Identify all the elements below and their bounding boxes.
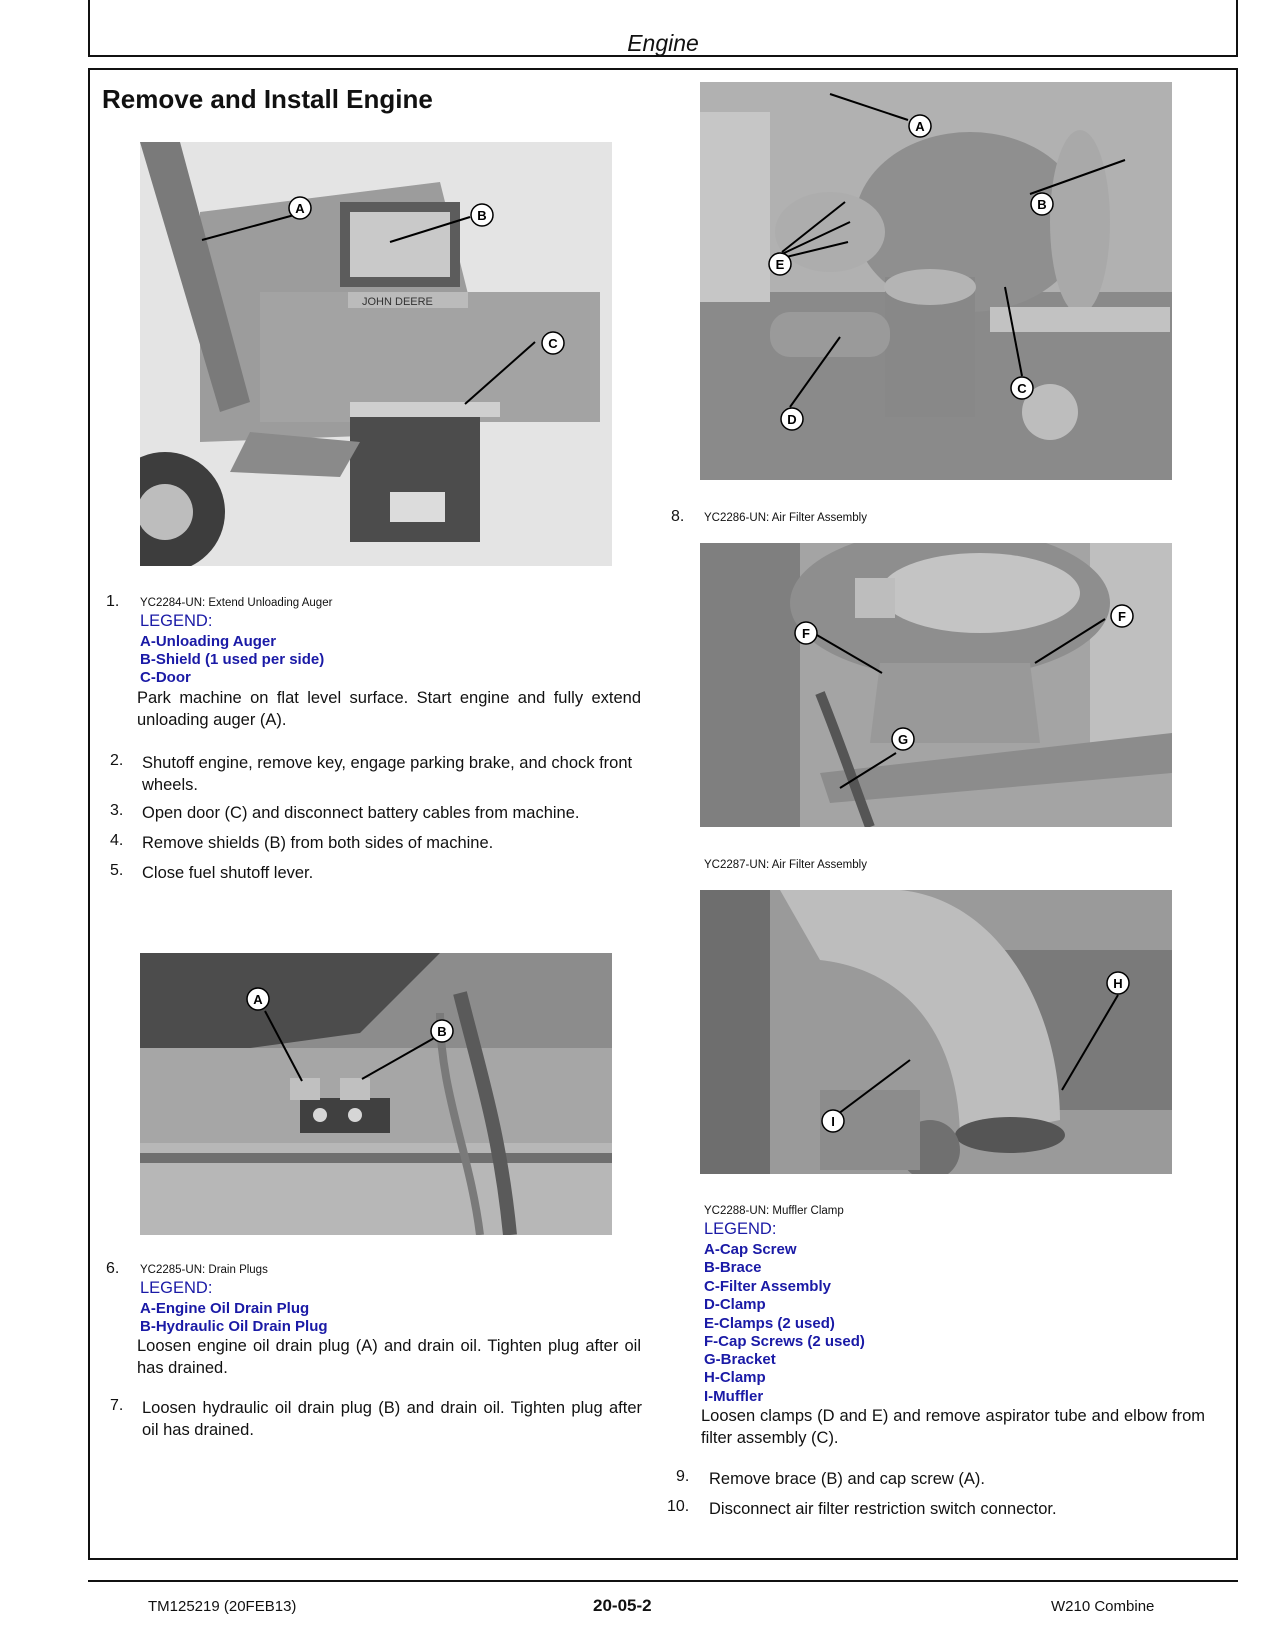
- step-number: 7.: [110, 1397, 124, 1414]
- svg-text:I: I: [831, 1114, 835, 1129]
- step-number: 10.: [667, 1498, 690, 1515]
- step-text: Shutoff engine, remove key, engage parking brake, and chock front wheels.: [142, 754, 633, 794]
- legend-item: B-Brace: [704, 1259, 762, 1276]
- callout-i: [822, 1110, 844, 1132]
- svg-text:A: A: [295, 201, 305, 216]
- section-title: Remove and Install Engine: [102, 84, 433, 114]
- callout-e: [769, 253, 791, 275]
- figure-caption: YC2284-UN: Extend Unloading Auger: [140, 597, 333, 609]
- callout-b: [431, 1020, 453, 1042]
- svg-text:H: H: [1113, 976, 1123, 991]
- svg-text:A: A: [915, 119, 925, 134]
- step-text: Park machine on flat level surface. Start engine and fully extend unloading auger (A).: [137, 689, 641, 729]
- photo-drain-plugs: [140, 953, 612, 1235]
- step-text: Disconnect air filter restriction switch connector.: [709, 1500, 1057, 1518]
- photo-illustration: [140, 142, 612, 566]
- legend-item: A-Engine Oil Drain Plug: [140, 1300, 310, 1317]
- photo-illustration: [700, 543, 1172, 827]
- step-number: 3.: [110, 802, 124, 819]
- legend-item: H-Clamp: [704, 1369, 766, 1386]
- callout-a: [247, 988, 269, 1010]
- callout-a: [909, 115, 931, 137]
- step-number: 6.: [106, 1260, 120, 1277]
- svg-text:F: F: [1118, 609, 1126, 624]
- callout-f: [1111, 605, 1133, 627]
- step-text: Close fuel shutoff lever.: [142, 864, 314, 882]
- svg-text:G: G: [897, 732, 909, 747]
- step-text: Loosen engine oil drain plug (A) and drain oil. Tighten plug after oil has drained.: [137, 1337, 641, 1377]
- photo-air-filter-assembly-2: [700, 543, 1172, 827]
- step-text: Remove shields (B) from both sides of machine.: [142, 834, 494, 852]
- legend-item: C-Filter Assembly: [704, 1278, 831, 1295]
- legend-title: LEGEND:: [140, 1279, 213, 1297]
- callout-b: [471, 204, 493, 226]
- photo-unloading-auger: [140, 142, 612, 566]
- callout-g: [892, 728, 914, 750]
- svg-text:F: F: [802, 626, 810, 641]
- step-number: 1.: [106, 593, 120, 610]
- callout-c: [542, 332, 564, 354]
- svg-text:C: C: [548, 336, 558, 351]
- step-number: 8.: [671, 508, 685, 525]
- legend-title: LEGEND:: [140, 612, 213, 630]
- page-header-title: Engine: [627, 30, 699, 56]
- legend-title: LEGEND:: [704, 1220, 777, 1238]
- photo-illustration: [700, 890, 1172, 1174]
- svg-text:B: B: [477, 208, 487, 223]
- callout-c: [1011, 377, 1033, 399]
- photo-illustration: [700, 82, 1172, 480]
- legend-item: E-Clamps (2 used): [704, 1315, 835, 1332]
- figure-caption: YC2288-UN: Muffler Clamp: [704, 1205, 844, 1217]
- svg-text:A: A: [253, 992, 263, 1007]
- legend-item: B-Hydraulic Oil Drain Plug: [140, 1318, 328, 1335]
- callout-f: [795, 622, 817, 644]
- step-text: Loosen clamps (D and E) and remove aspirator tube and elbow from filter assembly (C).: [701, 1407, 1205, 1447]
- brand-label: JOHN DEERE: [362, 296, 433, 308]
- footer-page-number: 20-05-2: [593, 1596, 652, 1615]
- legend-item: B-Shield (1 used per side): [140, 651, 325, 668]
- photo-air-filter-assembly: [700, 82, 1172, 480]
- footer-doc-id: TM125219 (20FEB13): [148, 1598, 297, 1615]
- step-text: Loosen hydraulic oil drain plug (B) and drain oil. Tighten plug after oil has drained.: [142, 1399, 642, 1439]
- svg-text:B: B: [1037, 197, 1047, 212]
- callout-a: [289, 197, 311, 219]
- callout-b: [1031, 193, 1053, 215]
- step-number: 2.: [110, 752, 124, 769]
- legend-item: C-Door: [140, 669, 191, 686]
- figure-caption: YC2287-UN: Air Filter Assembly: [704, 859, 867, 871]
- footer-model: W210 Combine: [1051, 1598, 1155, 1615]
- photo-muffler-clamp: [700, 890, 1172, 1174]
- legend-item: A-Unloading Auger: [140, 633, 277, 650]
- step-number: 4.: [110, 832, 124, 849]
- callout-h: [1107, 972, 1129, 994]
- figure-caption: YC2285-UN: Drain Plugs: [140, 1264, 268, 1276]
- step-number: 9.: [676, 1468, 690, 1485]
- step-text: Remove brace (B) and cap screw (A).: [709, 1470, 986, 1488]
- legend-item: G-Bracket: [704, 1351, 776, 1368]
- svg-text:D: D: [787, 412, 797, 427]
- legend-item: F-Cap Screws (2 used): [704, 1333, 865, 1350]
- figure-caption: YC2286-UN: Air Filter Assembly: [704, 512, 867, 524]
- photo-illustration: [140, 953, 612, 1235]
- footer-rule: [88, 1580, 1238, 1582]
- legend-item: I-Muffler: [704, 1388, 764, 1405]
- legend-item: D-Clamp: [704, 1296, 766, 1313]
- svg-text:E: E: [775, 257, 785, 272]
- step-text: Open door (C) and disconnect battery cables from machine.: [142, 804, 580, 822]
- legend-item: A-Cap Screw: [704, 1241, 797, 1258]
- step-number: 5.: [110, 862, 124, 879]
- svg-text:B: B: [437, 1024, 447, 1039]
- callout-d: [781, 408, 803, 430]
- svg-text:C: C: [1017, 381, 1027, 396]
